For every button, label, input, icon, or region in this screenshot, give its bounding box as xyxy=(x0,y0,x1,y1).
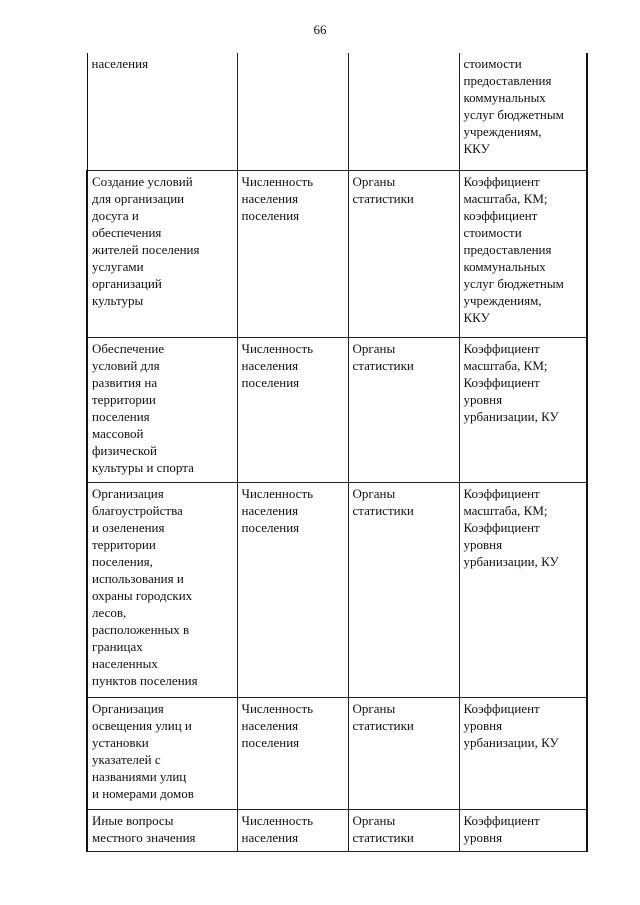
cell-text-line: территории xyxy=(92,536,156,552)
table-cell-coefficient xyxy=(459,697,587,809)
table-cell-coefficient xyxy=(459,337,587,482)
cell-text-line: Органы xyxy=(352,173,396,189)
table-cell-source xyxy=(348,337,459,482)
cell-text-line: услуг бюджетным xyxy=(463,107,564,122)
cell-text-line: Коэффициент xyxy=(463,340,540,356)
cell-text-line: благоустройства xyxy=(92,502,183,518)
cell-text-line: условий для xyxy=(92,357,160,373)
cell-text-line: границах xyxy=(92,638,143,654)
cell-text-line: уровня xyxy=(463,829,503,845)
table-row xyxy=(87,482,587,697)
table-cell-coefficient xyxy=(459,809,587,851)
table-cell-indicator xyxy=(237,337,348,482)
cell-text-line: и озеленения xyxy=(92,519,165,535)
cell-text-line: поселения xyxy=(241,519,300,535)
cell-text-line: территории xyxy=(92,391,156,407)
table-cell-indicator xyxy=(237,53,348,170)
cell-text-line: поселения xyxy=(241,207,300,223)
cell-text-line: Численность xyxy=(241,485,314,501)
cell-text-line: статистики xyxy=(352,717,414,733)
cell-text-line: стоимости xyxy=(463,56,522,71)
cell-text-line: учреждениям, xyxy=(463,124,542,139)
table-row xyxy=(87,697,587,809)
cell-text-line: поселения xyxy=(241,734,300,750)
table-cell-coefficient xyxy=(459,482,587,697)
cell-text-line: населенных xyxy=(92,655,158,671)
table-cell-source xyxy=(348,697,459,809)
cell-text-line: коммунальных xyxy=(463,258,546,274)
cell-text-line: услуг бюджетным xyxy=(463,275,564,291)
cell-text-line: местного значения xyxy=(92,829,196,845)
cell-text-line: масштаба, КМ; xyxy=(463,190,548,206)
cell-text-line: услугами xyxy=(92,258,144,274)
table-cell-indicator xyxy=(237,697,348,809)
cell-text-line: ККУ xyxy=(463,141,490,156)
cell-text-line: урбанизации, КУ xyxy=(463,408,559,424)
cell-text-line: массовой xyxy=(92,425,144,441)
cell-text-line: Обеспечение xyxy=(92,340,165,356)
cell-text-line: коммунальных xyxy=(463,90,546,105)
cell-text-line: коэффициент xyxy=(463,207,538,223)
cell-text-line: установки xyxy=(92,734,149,750)
table-cell-indicator xyxy=(237,170,348,337)
cell-text-line: предоставления xyxy=(463,73,552,88)
cell-text-line: и номерами домов xyxy=(92,785,194,801)
cell-text-line: Численность xyxy=(241,173,314,189)
cell-text-line: Органы xyxy=(352,812,396,828)
cell-text-line: урбанизации, КУ xyxy=(463,553,559,569)
cell-text-line: уровня xyxy=(463,391,503,407)
cell-text-line: указателей с xyxy=(92,751,161,767)
cell-text-line: Численность xyxy=(241,812,314,828)
table-cell-source xyxy=(348,170,459,337)
cell-text-line: организаций xyxy=(92,275,162,291)
cell-text-line: жителей поселения xyxy=(92,241,200,257)
cell-text-line: статистики xyxy=(352,829,414,845)
table-cell-coefficient xyxy=(459,170,587,337)
cell-text-line: пунктов поселения xyxy=(92,672,198,688)
cell-text-line: Коэффициент xyxy=(463,700,540,716)
table-cell-indicator xyxy=(237,809,348,851)
table-cell-function xyxy=(87,482,237,697)
cell-text-line: населения xyxy=(91,56,149,71)
cell-text-line: статистики xyxy=(352,357,414,373)
table-row xyxy=(87,53,587,170)
cell-text-line: Коэффициент xyxy=(463,519,540,535)
indicators-table xyxy=(86,53,588,852)
cell-text-line: поселения xyxy=(241,374,300,390)
cell-text-line: культуры и спорта xyxy=(92,459,194,475)
cell-text-line: Органы xyxy=(352,485,396,501)
cell-text-line: населения xyxy=(241,717,299,733)
cell-text-line: населения xyxy=(241,190,299,206)
cell-text-line: стоимости xyxy=(463,224,522,240)
cell-text-line: поселения, xyxy=(92,553,153,569)
table-cell-source xyxy=(348,53,459,170)
cell-text-line: статистики xyxy=(352,190,414,206)
table-cell-function xyxy=(87,337,237,482)
cell-text-line: масштаба, КМ; xyxy=(463,357,548,373)
cell-text-line: населения xyxy=(241,829,299,845)
cell-text-line: Создание условий xyxy=(92,173,193,189)
table-row xyxy=(87,170,587,337)
cell-text-line: Органы xyxy=(352,700,396,716)
cell-text-line: Коэффициент xyxy=(463,374,540,390)
cell-text-line: освещения улиц и xyxy=(92,717,192,733)
cell-text-line: культуры xyxy=(92,292,144,308)
table-cell-function xyxy=(87,170,237,337)
cell-text-line: расположенных в xyxy=(92,621,190,637)
cell-text-line: Органы xyxy=(352,340,396,356)
cell-text-line: физической xyxy=(92,442,157,458)
cell-text-line: предоставления xyxy=(463,241,552,257)
cell-text-line: Численность xyxy=(241,700,314,716)
cell-text-line: учреждениям, xyxy=(463,292,542,308)
page-number: 66 xyxy=(313,22,327,37)
cell-text-line: названиями улиц xyxy=(92,768,187,784)
cell-text-line: развития на xyxy=(92,374,158,390)
table-cell-function xyxy=(87,809,237,851)
cell-text-line: использования и xyxy=(92,570,184,586)
table-cell-function xyxy=(87,697,237,809)
table-cell-source xyxy=(348,809,459,851)
cell-text-line: лесов, xyxy=(92,604,127,620)
table-cell-indicator xyxy=(237,482,348,697)
cell-text-line: уровня xyxy=(463,536,503,552)
cell-text-line: охраны городских xyxy=(92,587,193,603)
cell-text-line: обеспечения xyxy=(92,224,162,240)
cell-text-line: масштаба, КМ; xyxy=(463,502,548,518)
table-row xyxy=(87,337,587,482)
cell-text-line: Иные вопросы xyxy=(92,812,174,828)
cell-text-line: статистики xyxy=(352,502,414,518)
table-cell-function xyxy=(87,53,237,170)
cell-text-line: для организации xyxy=(92,190,185,206)
cell-text-line: досуга и xyxy=(92,207,139,223)
cell-text-line: ККУ xyxy=(463,309,490,325)
table-cell-source xyxy=(348,482,459,697)
cell-text-line: Численность xyxy=(241,340,314,356)
table-row xyxy=(87,809,587,851)
cell-text-line: Коэффициент xyxy=(463,812,540,828)
cell-text-line: Коэффициент xyxy=(463,485,540,501)
cell-text-line: населения xyxy=(241,502,299,518)
cell-text-line: поселения xyxy=(92,408,150,424)
cell-text-line: населения xyxy=(241,357,299,373)
cell-text-line: Организация xyxy=(92,700,164,716)
cell-text-line: Коэффициент xyxy=(463,173,540,189)
cell-text-line: уровня xyxy=(463,717,503,733)
cell-text-line: урбанизации, КУ xyxy=(463,734,559,750)
table-cell-coefficient xyxy=(459,53,587,170)
cell-text-line: Организация xyxy=(92,485,164,501)
